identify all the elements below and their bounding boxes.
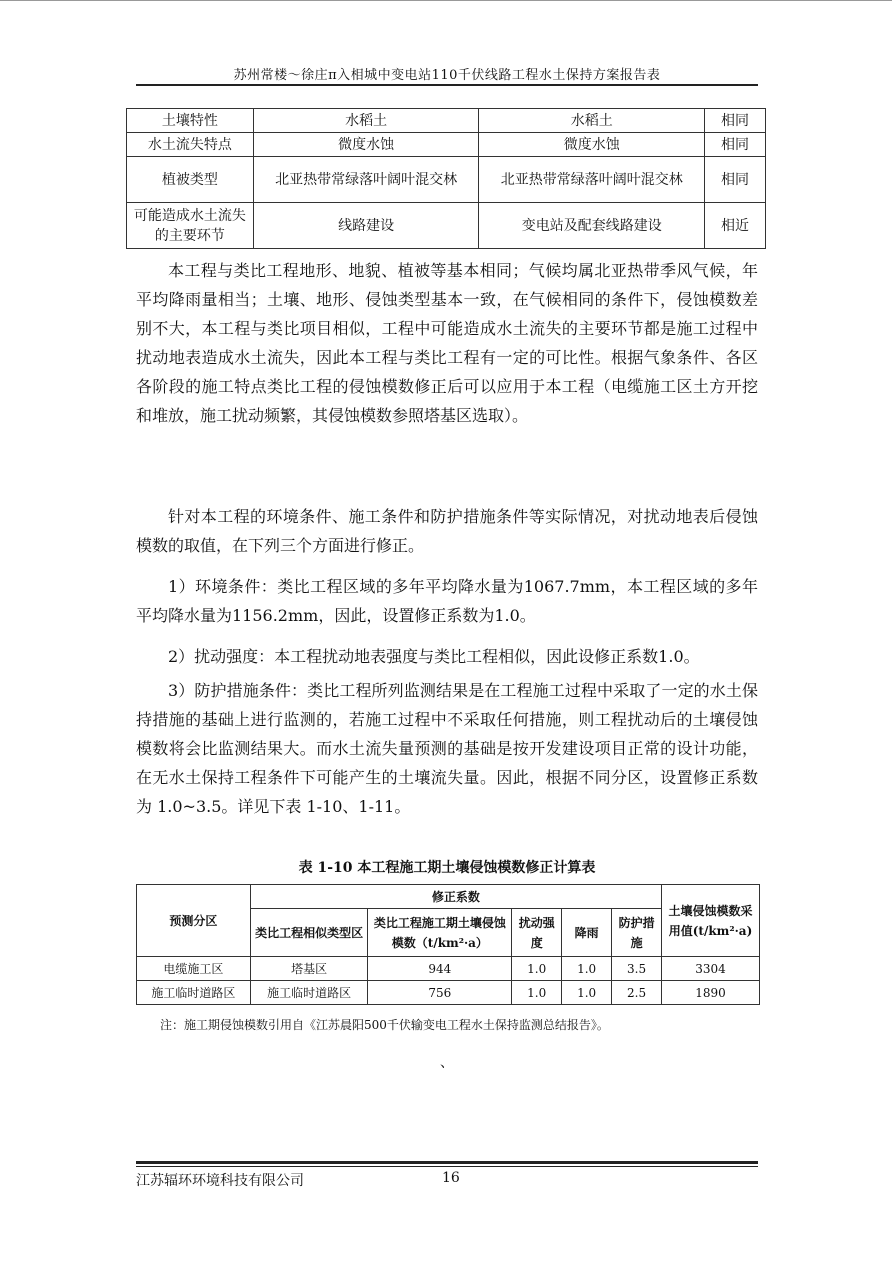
paragraph-comparison-summary: 本工程与类比工程地形、地貌、植被等基本相同；气候均属北亚热带季风气候，年平均降雨量相当；土壤、地形、侵蚀类型基本一致，在气候相同的条件下，侵蚀模数差别不大，本工程与类比项目相似，工程中可能造成水土流失的主要环节都是施工过程中扰动地表造成水土流失，因此本工程与类比工程有一定的可比性。根据气象条件、各区各阶段的施工特点类比工程的侵蚀模数修正后可以应用于本工程（电缆施工区土方开挖和堆放，施工扰动频繁，其侵蚀模数参照塔基区选取）。 <box>136 261 758 425</box>
table-row <box>127 133 766 157</box>
table-cell: 相近 <box>705 203 766 249</box>
table-cell: 施工临时道路区 <box>137 981 251 1005</box>
table-row <box>137 981 760 1005</box>
page-header-title: 苏州常楼～徐庄π入相城中变电站110千伏线路工程水土保持方案报告表 <box>233 68 661 83</box>
page-number: 16 <box>442 1170 460 1186</box>
table-cell: 变电站及配套线路建设 <box>479 203 705 249</box>
table-caption: 表 1-10 本工程施工期土壤侵蚀模数修正计算表 <box>298 860 596 876</box>
header-adopted-value: 土壤侵蚀模数采用值(t/km²·a) <box>662 885 760 957</box>
table-cell: 塔基区 <box>250 957 368 981</box>
table-cell: 1.0 <box>562 981 612 1005</box>
header-protection: 防护措施 <box>612 909 662 957</box>
table-cell: 北亚热带常绿落叶阔叶混交林 <box>479 157 705 203</box>
table-header-row <box>137 885 760 909</box>
paragraph-disturbance-intensity: 2）扰动强度：本工程扰动地表强度与类比工程相似，因此设修正系数1.0。 <box>168 647 700 666</box>
table-cell: 相同 <box>705 109 766 133</box>
table-cell: 可能造成水土流失的主要环节 <box>127 203 254 249</box>
table-cell: 施工临时道路区 <box>250 981 368 1005</box>
header-correction-coefficient: 修正系数 <box>250 885 661 909</box>
footer-rule-thin <box>136 1166 758 1167</box>
stray-punctuation: 、 <box>440 1055 454 1071</box>
table-row <box>127 109 766 133</box>
paragraph-protection-measures: 3）防护措施条件：类比工程所列监测结果是在工程施工过程中采取了一定的水土保持措施的基础上进行监测的，若施工过程中不采取任何措施，则工程扰动后的土壤侵蚀模数将会比监测结果大。而水土流失量预测的基础是按开发建设项目正常的设计功能，在无水土保持工程条件下可能产生的土壤流失量。因此，根据不同分区，设置修正系数为 1.0~3.5。详见下表 1-10、1-11。 <box>136 681 758 816</box>
table-cell: 微度水蚀 <box>479 133 705 157</box>
footer-rule-thick <box>136 1161 758 1164</box>
table-cell: 944 <box>368 957 512 981</box>
table-note: 注：施工期侵蚀模数引用自《江苏晨阳500千伏输变电工程水土保持监测总结报告》。 <box>160 1018 609 1032</box>
table-row <box>127 203 766 249</box>
paragraph-correction-intro: 针对本工程的环境条件、施工条件和防护措施条件等实际情况，对扰动地表后侵蚀模数的取值，在下列三个方面进行修正。 <box>136 507 758 555</box>
table-cell: 线路建设 <box>253 203 479 249</box>
header-zone: 预测分区 <box>137 885 251 957</box>
table-cell: 1.0 <box>512 981 562 1005</box>
footer-company: 江苏辐环环境科技有限公司 <box>136 1173 304 1189</box>
table-cell: 水土流失特点 <box>127 133 254 157</box>
table-cell: 土壤特性 <box>127 109 254 133</box>
modulus-correction-table <box>136 884 760 1005</box>
table-cell: 水稻土 <box>253 109 479 133</box>
table-row <box>127 157 766 203</box>
table-row <box>137 957 760 981</box>
table-cell: 1.0 <box>562 957 612 981</box>
header-disturbance: 扰动强度 <box>512 909 562 957</box>
table-cell: 3304 <box>662 957 760 981</box>
table-cell: 水稻土 <box>479 109 705 133</box>
table-cell: 相同 <box>705 157 766 203</box>
paragraph-environment-condition: 1）环境条件：类比工程区域的多年平均降水量为1067.7mm，本工程区域的多年平均降水量为1156.2mm，因此，设置修正系数为1.0。 <box>136 577 758 625</box>
table-cell: 756 <box>368 981 512 1005</box>
table-cell: 2.5 <box>612 981 662 1005</box>
header-rainfall: 降雨 <box>562 909 612 957</box>
table-cell: 微度水蚀 <box>253 133 479 157</box>
table-cell: 1.0 <box>512 957 562 981</box>
table-cell: 相同 <box>705 133 766 157</box>
table-cell: 电缆施工区 <box>137 957 251 981</box>
header-analog-zone: 类比工程相似类型区 <box>250 909 368 957</box>
header-analog-modulus: 类比工程施工期土壤侵蚀模数（t/km²·a） <box>368 909 512 957</box>
table-cell: 北亚热带常绿落叶阔叶混交林 <box>253 157 479 203</box>
table-cell: 3.5 <box>612 957 662 981</box>
header-rule <box>136 84 758 86</box>
table-cell: 1890 <box>662 981 760 1005</box>
comparison-table <box>126 108 766 249</box>
table-cell: 植被类型 <box>127 157 254 203</box>
page-top-border <box>0 0 892 1</box>
